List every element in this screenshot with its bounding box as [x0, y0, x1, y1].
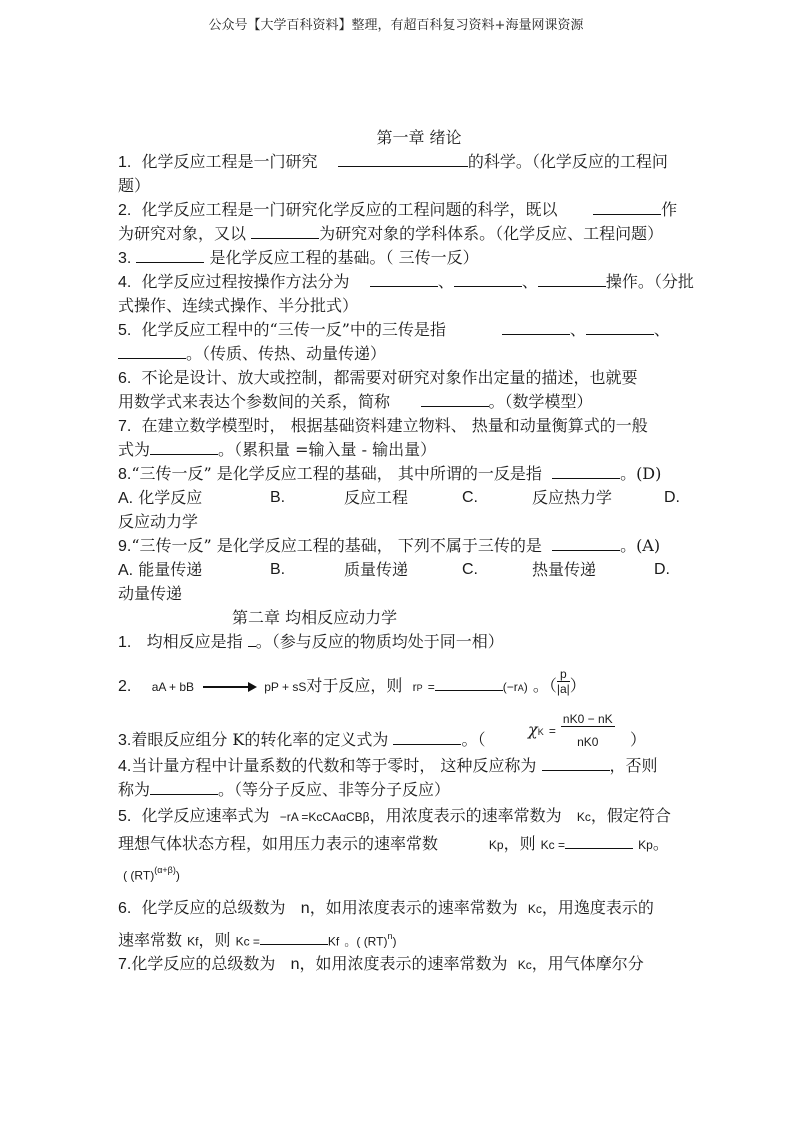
answer-blank[interactable]	[593, 200, 661, 215]
ch2-q5: 5. 化学反应速率式为 −rA =KcCAαCBβ，用浓度表示的速率常数为 Kc，假定符合	[118, 806, 671, 825]
ch1-q7: 7. 在建立数学模型时， 根据基础资料建立物料、 热量和动量衡算式的一般	[118, 416, 648, 435]
answer-blank[interactable]	[421, 392, 489, 407]
conversion-formula: χK = $\frac{nK0 - nK}{nK0}$	[528, 712, 613, 749]
answer-blank[interactable]	[502, 320, 570, 335]
document-body: 第一章 绪论 1. 化学反应工程是一门研究 的科学。（化学反应的工程问 题） 2. 化学反应工程是一门研究化学反应的工程问题的科学，既以 作 为研究对象，又以 为研究对象的学科体系。（化学反应、工程问题） 3. 是化学反应工程的基础。（ 三传一反） 4. 化学反应过程按操作方法分为 、 、 操作。（分批 式操作、连续式操作、半分批式） 5. 化学反应工程中的“三传一反”中的三传是指 、 、 。（传质、传热、动量传递） 6. 不论是设计、放大或控制，都需要对研究对象作出定量的描述，也就要 用数学式来表达个参数间的关系，简称 。（数学模型） 7. 在建立数学模型时， 根据基础资料建立物料、 热量和动量衡算式的一般 式为 。（累积量 =输入量 - 输出量） 8.“三传一反” 是化学反应工程的基础， 其中所谓的一反是指 。(D) A. 化学反应 B. 反应工程 C. 反应热力学 D. 反应动力学 9.“三传一反” 是化学反应工程的基础， 下列不属于三传的是 。(A) A. 能量传递 B. 质量传递 C. 热量传递 D. 动量传递 第二章 均相反应动力学 1. 均相反应是指 。（参与反应的物质均处于同一相） 2. aA + bB pP + sS对于反应，则 rP = (−rA) 。（ $\frac{p}{|a|}$） 3.着眼反应组分 K的转化率的定义式为 。（ χK = $\frac{nK0 - nK}{nK0}$ ） 4.当计量方程中计量系数的代数和等于零时， 这种反应称为 ，否则 称为 。（等分子反应、非等分子反应） 5. 化学反应速率式为 −rA =KcCAαCBβ，用浓度表示的速率常数为 Kc，假定符合 理想气体状态方程，如用压力表示的速率常数 Kp，则 Kc = Kp。 ( (RT)$^{(\alpha+\beta)}$) 6. 化学反应的总级数为 n，如用浓度表示的速率常数为 Kc，用逸度表示的 速率常数 Kf，则 Kc = Kf 。( (RT)$^n$) 7.化学反应的总级数为 n，如用浓度表示的速率常数为 Kc，用气体摩尔分	[118, 126, 720, 976]
ch2-q6: 6. 化学反应的总级数为 n，如用浓度表示的速率常数为 Kc，用逸度表示的	[118, 898, 654, 917]
answer-blank[interactable]	[454, 272, 522, 287]
rate-equation: −rA =KcCAαCBβ	[279, 810, 370, 824]
ch1-q3: 3. 是化学反应工程的基础。（ 三传一反）	[118, 248, 479, 267]
page-header: 公众号【大学百科资料】整理，有超百科复习资料+海量网课资源	[208, 18, 584, 33]
answer-blank[interactable]	[586, 320, 654, 335]
reaction-arrow-icon	[203, 686, 255, 688]
ch2-q3: 3.着眼反应组分 K的转化率的定义式为 。（ χK = $\frac{nK0 - nK}{nK0}$ ）	[118, 712, 647, 749]
ch1-q9: 9.“三传一反” 是化学反应工程的基础， 下列不属于三传的是 。(A)	[118, 536, 661, 555]
ch1-q6: 6. 不论是设计、放大或控制，都需要对研究对象作出定量的描述，也就要	[118, 368, 638, 387]
answer-blank[interactable]	[393, 730, 461, 745]
answer-blank[interactable]	[542, 756, 610, 771]
ch1-q1: 1. 化学反应工程是一门研究 的科学。（化学反应的工程问	[118, 152, 668, 171]
ch2-q1: 1. 均相反应是指 。（参与反应的物质均处于同一相）	[118, 632, 504, 651]
ch2-q2: 2. aA + bB pP + sS对于反应，则 rP = (−rA) 。（ $\frac{p}{|a|}$）	[118, 667, 586, 696]
answer-blank[interactable]	[538, 272, 606, 287]
ch1-q8: 8.“三传一反” 是化学反应工程的基础， 其中所谓的一反是指 。(D)	[118, 464, 662, 483]
answer-blank[interactable]	[435, 676, 503, 691]
answer-blank[interactable]	[118, 344, 186, 359]
chapter-2-title: 第二章 均相反应动力学	[232, 608, 398, 627]
stoich-fraction: $\frac{p}{|a|}$	[556, 667, 570, 696]
answer-blank[interactable]	[565, 834, 633, 849]
ch2-q7: 7.化学反应的总级数为 n，如用浓度表示的速率常数为 Kc，用气体摩尔分	[118, 954, 644, 973]
answer-blank[interactable]	[370, 272, 438, 287]
ch2-q4: 4.当计量方程中计量系数的代数和等于零时， 这种反应称为 ，否则	[118, 756, 658, 775]
ch1-q2: 2. 化学反应工程是一门研究化学反应的工程问题的科学，既以 作	[118, 200, 678, 219]
answer-blank[interactable]	[150, 780, 218, 795]
answer-blank[interactable]	[552, 536, 620, 551]
chapter-1-title: 第一章 绪论	[376, 128, 462, 147]
answer-blank[interactable]	[552, 464, 620, 479]
answer-blank[interactable]	[251, 224, 319, 239]
answer-blank[interactable]	[136, 248, 204, 263]
answer-blank[interactable]	[150, 440, 218, 455]
answer-blank[interactable]	[260, 930, 328, 945]
answer-blank[interactable]	[338, 152, 468, 167]
ch1-q5: 5. 化学反应工程中的“三传一反”中的三传是指 、 、	[118, 320, 670, 339]
ch1-q4: 4. 化学反应过程按操作方法分为 、 、 操作。（分批	[118, 272, 694, 291]
answer-blank[interactable]	[248, 632, 256, 647]
